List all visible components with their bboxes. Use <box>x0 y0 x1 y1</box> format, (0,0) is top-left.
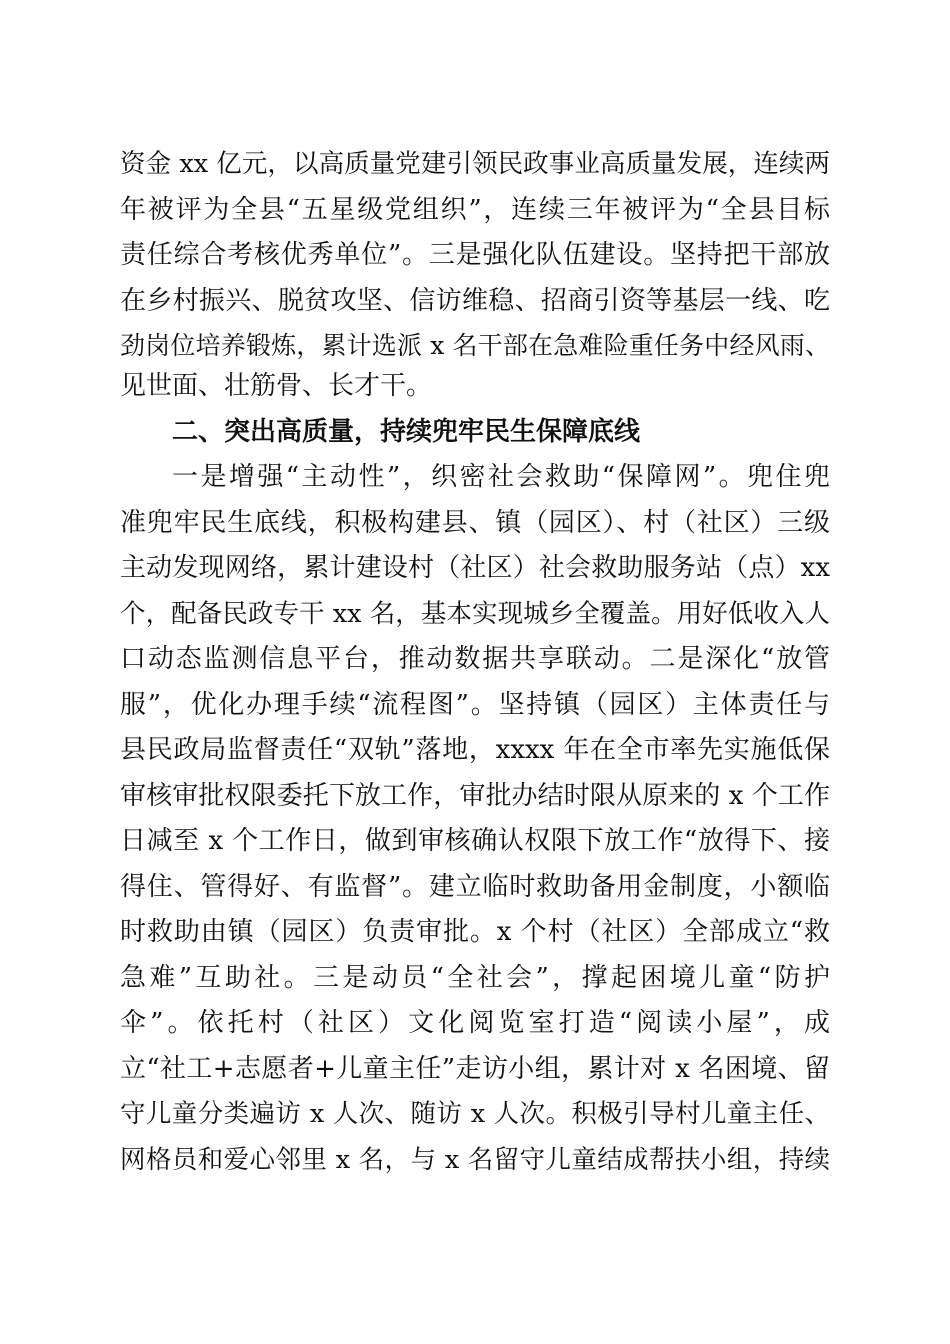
text-line: 审核审批权限委托下放工作，审批办结时限从原来的 x 个工作 <box>120 781 830 811</box>
section-heading: 二、突出高质量，持续兜牢民生保障底线 <box>172 417 641 447</box>
text-line: 准兜牢民生底线，积极构建县、镇（园区）、村（社区）三级 <box>120 508 830 538</box>
text-line: 劲岗位培养锻炼，累计选派 x 名干部在急难险重任务中经风雨、 <box>120 331 830 360</box>
text-line: 伞”。依托村（社区）文化阅览室打造“阅读小屋”，成 <box>120 1008 830 1038</box>
text-line: 守儿童分类遍访 x 人次、随访 x 人次。积极引导村儿童主任、 <box>120 1099 830 1129</box>
text-line: 个，配备民政专干 xx 名，基本实现城乡全覆盖。用好低收入人 <box>120 599 830 629</box>
text-line: 年被评为全县“五星级党组织”，连续三年被评为“全县目标 <box>120 195 830 225</box>
text-line: 责任综合考核优秀单位”。三是强化队伍建设。坚持把干部放 <box>120 240 830 270</box>
text-line: 口动态监测信息平台，推动数据共享联动。二是深化“放管 <box>120 644 830 674</box>
text-line: 日减至 x 个工作日，做到审核确认权限下放工作“放得下、接 <box>120 826 830 856</box>
text-line: 见世面、壮筋骨、长才干。 <box>120 371 433 401</box>
text-line: 一是增强“主动性”，织密社会救助“保障网”。兜住兜 <box>172 462 830 492</box>
text-line: 立“社工+志愿者+儿童主任”走访小组，累计对 x 名困境、留 <box>120 1054 830 1084</box>
text-line: 主动发现网络，累计建设村（社区）社会救助服务站（点）xx <box>120 553 830 583</box>
text-line: 资金 xx 亿元，以高质量党建引领民政事业高质量发展，连续两 <box>120 149 830 179</box>
text-line: 服”，优化办理手续“流程图”。坚持镇（园区）主体责任与 <box>120 690 830 720</box>
text-line: 网格员和爱心邻里 x 名，与 x 名留守儿童结成帮扶小组，持续 <box>120 1145 830 1175</box>
text-line: 得住、管得好、有监督”。建立临时救助备用金制度，小额临 <box>120 872 830 902</box>
text-line: 急难”互助社。三是动员“全社会”，撑起困境儿童“防护 <box>120 963 830 993</box>
text-line: 县民政局监督责任“双轨”落地，xxxx 年在全市率先实施低保 <box>120 735 830 765</box>
text-line: 时救助由镇（园区）负责审批。x 个村（社区）全部成立“救 <box>120 917 830 947</box>
text-line: 在乡村振兴、脱贫攻坚、信访维稳、招商引资等基层一线、吃 <box>120 286 830 316</box>
